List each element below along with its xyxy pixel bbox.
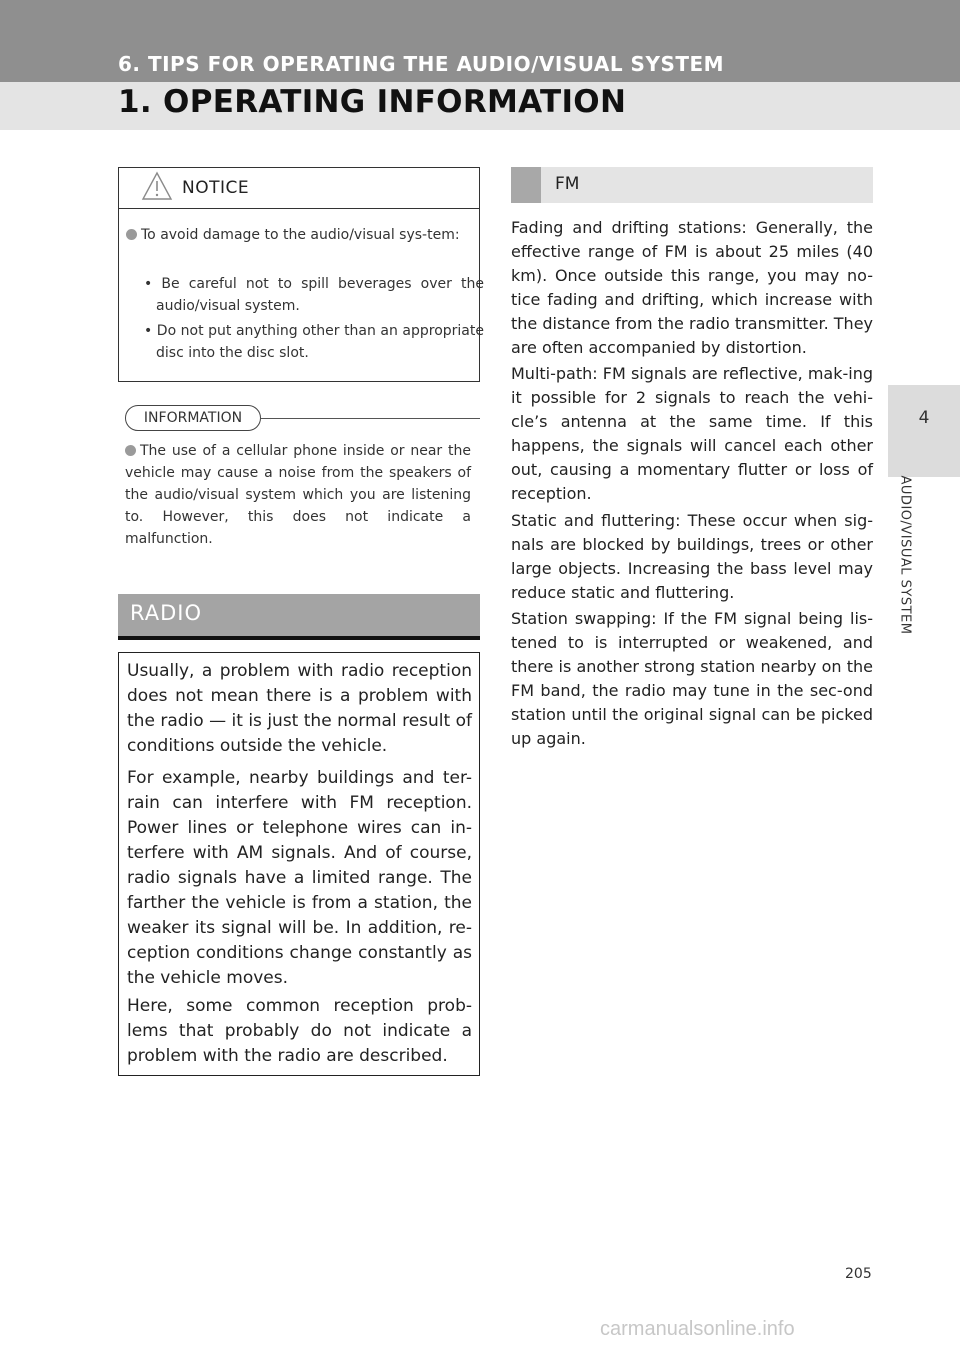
page-title: 1. OPERATING INFORMATION	[118, 84, 627, 120]
chapter-number: 4	[918, 408, 930, 428]
information-bullet	[125, 440, 471, 550]
radio-section-header	[118, 594, 480, 640]
information-label: INFORMATION	[125, 405, 261, 431]
fm-title: FM	[555, 174, 580, 194]
chapter-title: AUDIO/VISUAL SYSTEM	[897, 475, 913, 635]
chapter-tab	[888, 385, 960, 477]
fm-paragraph: Fading and drifting stations: Generally, the effective range of FM is about 25 miles (40 km). Once outside this range, you may no-tice fading and drifting, which increase with the distance from the radio transmitter. They are often accompanied by distortion.	[511, 218, 873, 357]
information-rule	[261, 418, 480, 419]
watermark: carmanualsonline.info	[600, 1318, 795, 1340]
fm-paragraph: Multi-path: FM signals are reflective, mak-ing it possible for 2 signals to reach the vehi-cle’s antenna at the same time. If this happens, the signals will cancel each other out, causing a momentary flutter or loss of reception.	[511, 364, 873, 503]
notice-title: NOTICE	[182, 178, 250, 198]
information-text: The use of a cellular phone inside or near the vehicle may cause a noise from the speakers of the audio/visual system which you are listening to. However, this does not indicate a malfunction.	[125, 443, 471, 547]
section-heading: 6. TIPS FOR OPERATING THE AUDIO/VISUAL SYSTEM	[118, 52, 725, 76]
notice-bullet	[126, 224, 472, 246]
bullet-dot-icon	[125, 445, 136, 456]
fm-paragraph: Static and fluttering: These occur when sig-nals are blocked by buildings, trees or other large objects. Increasing the bass level may reduce static and fluttering.	[511, 511, 873, 602]
notice-item: • Do not put anything other than an appropriate disc into the disc slot.	[144, 323, 484, 361]
fm-section-header	[511, 167, 873, 203]
fm-paragraph: Station swapping: If the FM signal being lis-tened to is interrupted or weakened, and there is another strong station nearby on the FM band, the radio may tune in the sec-ond station until the original signal can be picked up again.	[511, 609, 873, 748]
radio-box	[118, 652, 480, 1076]
radio-title: RADIO	[130, 601, 202, 625]
notice-item: • Be careful not to spill beverages over the audio/visual system.	[144, 276, 484, 314]
notice-box	[118, 167, 484, 382]
notice-header	[119, 168, 479, 209]
bullet-dot-icon	[126, 229, 137, 240]
radio-paragraph: Here, some common reception prob-lems that probably do not indicate a problem with the radio are described.	[127, 996, 472, 1066]
radio-paragraph: For example, nearby buildings and ter-rain can interfere with FM reception. Power lines or telephone wires can in-terfere with AM signals. And of course, radio signals have a limited range. The farther the vehicle is from a station, the weaker its signal will be. In addition, re-ception conditions change constantly as the vehicle moves.	[127, 768, 472, 988]
notice-bullet-text: To avoid damage to the audio/visual sys-tem:	[141, 227, 460, 243]
radio-paragraph: Usually, a problem with radio reception does not mean there is a problem with the radio — it is just the normal result of conditions outside the vehicle.	[127, 661, 472, 756]
warning-triangle-icon	[141, 171, 173, 201]
page-number: 205	[845, 1266, 872, 1282]
fm-accent	[511, 167, 541, 203]
